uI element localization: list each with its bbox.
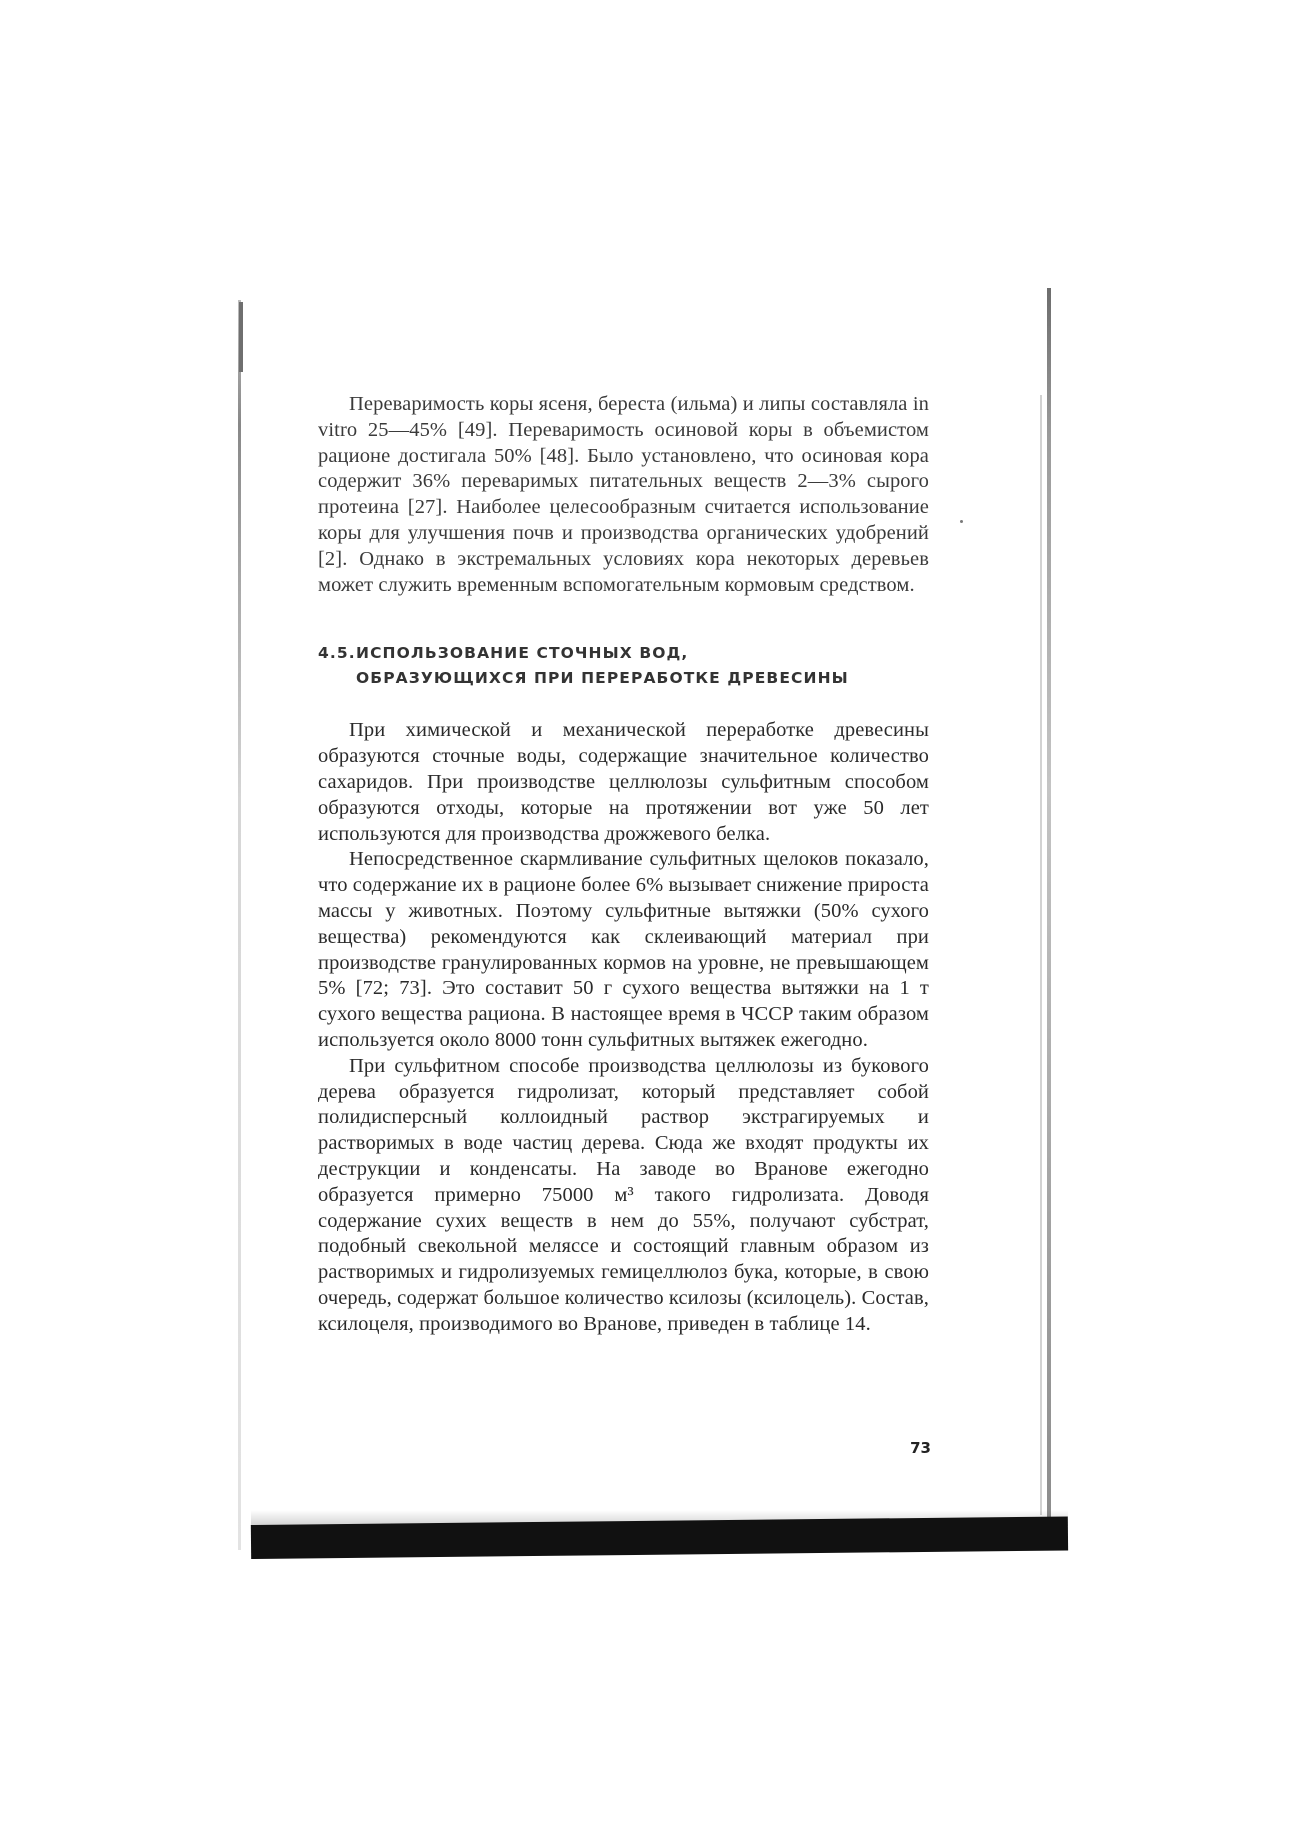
section-title-line1: ИСПОЛЬЗОВАНИЕ СТОЧНЫХ ВОД, — [356, 644, 689, 663]
section-body — [318, 718, 929, 1337]
intro-paragraph: Переваримость коры ясеня, береста (ильма) и липы составляла in vitro 25—45% [49]. Переваримость осиновой коры в объемистом рационе достигала 50% [48]. Было установлено, что осиновая кора содержит 36% переваримых питательных веществ 2—3% сырого протеина [27]. Наиболее целесообразным считается использование коры для улучшения почв и производства органических удобрений [2]. Однако в экстремальных условиях кора некоторых деревьев может служить временным вспомогательным кормовым средством. — [318, 393, 929, 596]
section-title-line2: ОБРАЗУЮЩИХСЯ ПРИ ПЕРЕРАБОТКЕ ДРЕВЕСИНЫ — [356, 669, 849, 688]
section-paragraph-3: При сульфитном способе производства целлюлозы из букового дерева образуется гидролизат, который представляет собой полидисперсный коллоидный раствор экстрагируемых и растворимых в воде частиц дерева. Сюда же входят продукты их деструкции и конденсаты. На заводе во Вранове ежегодно образуется примерно 75000 м³ такого гидролизата. Доводя содержание сухих веществ в нем до 55%, получают субстрат, подобный свекольной меляссе и состоящий главным образом из растворимых и гидролизуемых гемицеллюлоз бука, которые, в свою очередь, содержат большое количество ксилозы (ксилоцель). Состав, ксилоцеля, производимого во Вранове, приведен в таблице 14. — [318, 1054, 929, 1335]
scan-left-edge-dark — [239, 302, 243, 372]
scan-right-edge-inner — [1040, 395, 1042, 1515]
section-paragraph-2: Непосредственное скармливание сульфитных щелоков показало, что содержание их в рационе более 6% вызывает снижение прироста массы у животных. Поэтому сульфитные вытяжки (50% сухого вещества) рекомендуются как склеивающий материал при производстве гранулированных кормов на уровне, не превышающем 5% [72; 73]. Это составит 50 г сухого вещества вытяжки на 1 т сухого вещества рациона. В настоящее время в ЧССР таким образом используется около 8000 тонн сульфитных вытяжек ежегодно. — [318, 848, 929, 1051]
section-paragraph-1: При химической и механической переработке древесины образуются сточные воды, содержащие значительное количество сахаридов. При производстве целлюлозы сульфитным способом образуются отходы, которые на протяжении вот уже 50 лет используются для производства дрожжевого белка. — [318, 719, 929, 845]
section-heading — [318, 641, 929, 691]
page-body — [318, 392, 929, 1338]
scan-right-edge — [1047, 288, 1051, 1538]
scan-left-edge — [238, 300, 241, 1550]
page-number: 73 — [910, 1439, 931, 1457]
section-number: 4.5. — [318, 644, 356, 663]
scan-speck — [960, 520, 963, 523]
scan-bottom-edge — [251, 1516, 1068, 1559]
